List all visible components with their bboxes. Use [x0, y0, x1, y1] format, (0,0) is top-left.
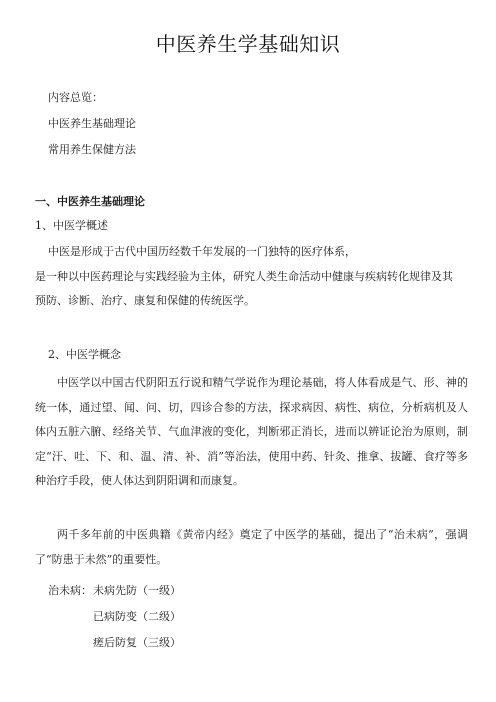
- overview-item: 常用养生保健方法: [48, 143, 136, 156]
- paragraph: 两千多年前的中医典籍《黄帝内经》奠定了中医学的基础，提出了“治未病”，强调了“防患于未然”的重要性。: [35, 528, 468, 566]
- paragraph: 中医学以中国古代阴阳五行说和精气学说作为理论基础，将人体看成是气、形、神的统一体，通过望、闻、问、切，四诊合参的方法，探求病因、病性、病位，分析病机及人体内五脏六腑、经络关节、气血津液的变化，判断邪正消长，进而以辨证论治为原则，制定“汗、吐、下、和、温、清、补、消”等治法，使用中药、针灸、推拿、拔罐、食疗等多种治疗手段，使人体达到阴阳调和而康复。: [35, 376, 468, 487]
- paragraph-line: 预防、诊断、治疗、康复和保健的传统医学。: [35, 294, 255, 307]
- list-item: 已病防变（二级）: [93, 610, 181, 623]
- list-item: 未病先防（一级）: [93, 584, 181, 597]
- overview-heading: 内容总览：: [48, 91, 103, 104]
- list-item: 瘥后防复（三级）: [93, 636, 181, 649]
- document-title: 中医养生学基础知识: [155, 32, 341, 56]
- zhiweibing-label: 治未病：: [48, 584, 92, 597]
- section-heading: 一、中医养生基础理论: [35, 195, 145, 208]
- paragraph-line: 中医是形成于古代中国历经数千年发展的一门独特的医疗体系，: [48, 245, 356, 258]
- overview-item: 中医养生基础理论: [48, 117, 136, 130]
- paragraph-line: 是一种以中医药理论与实践经验为主体，研究人类生命活动中健康与疾病转化规律及其: [35, 270, 453, 283]
- subsection-heading: 2、中医学概念: [48, 348, 121, 361]
- subsection-heading: 1、中医学概述: [35, 219, 108, 232]
